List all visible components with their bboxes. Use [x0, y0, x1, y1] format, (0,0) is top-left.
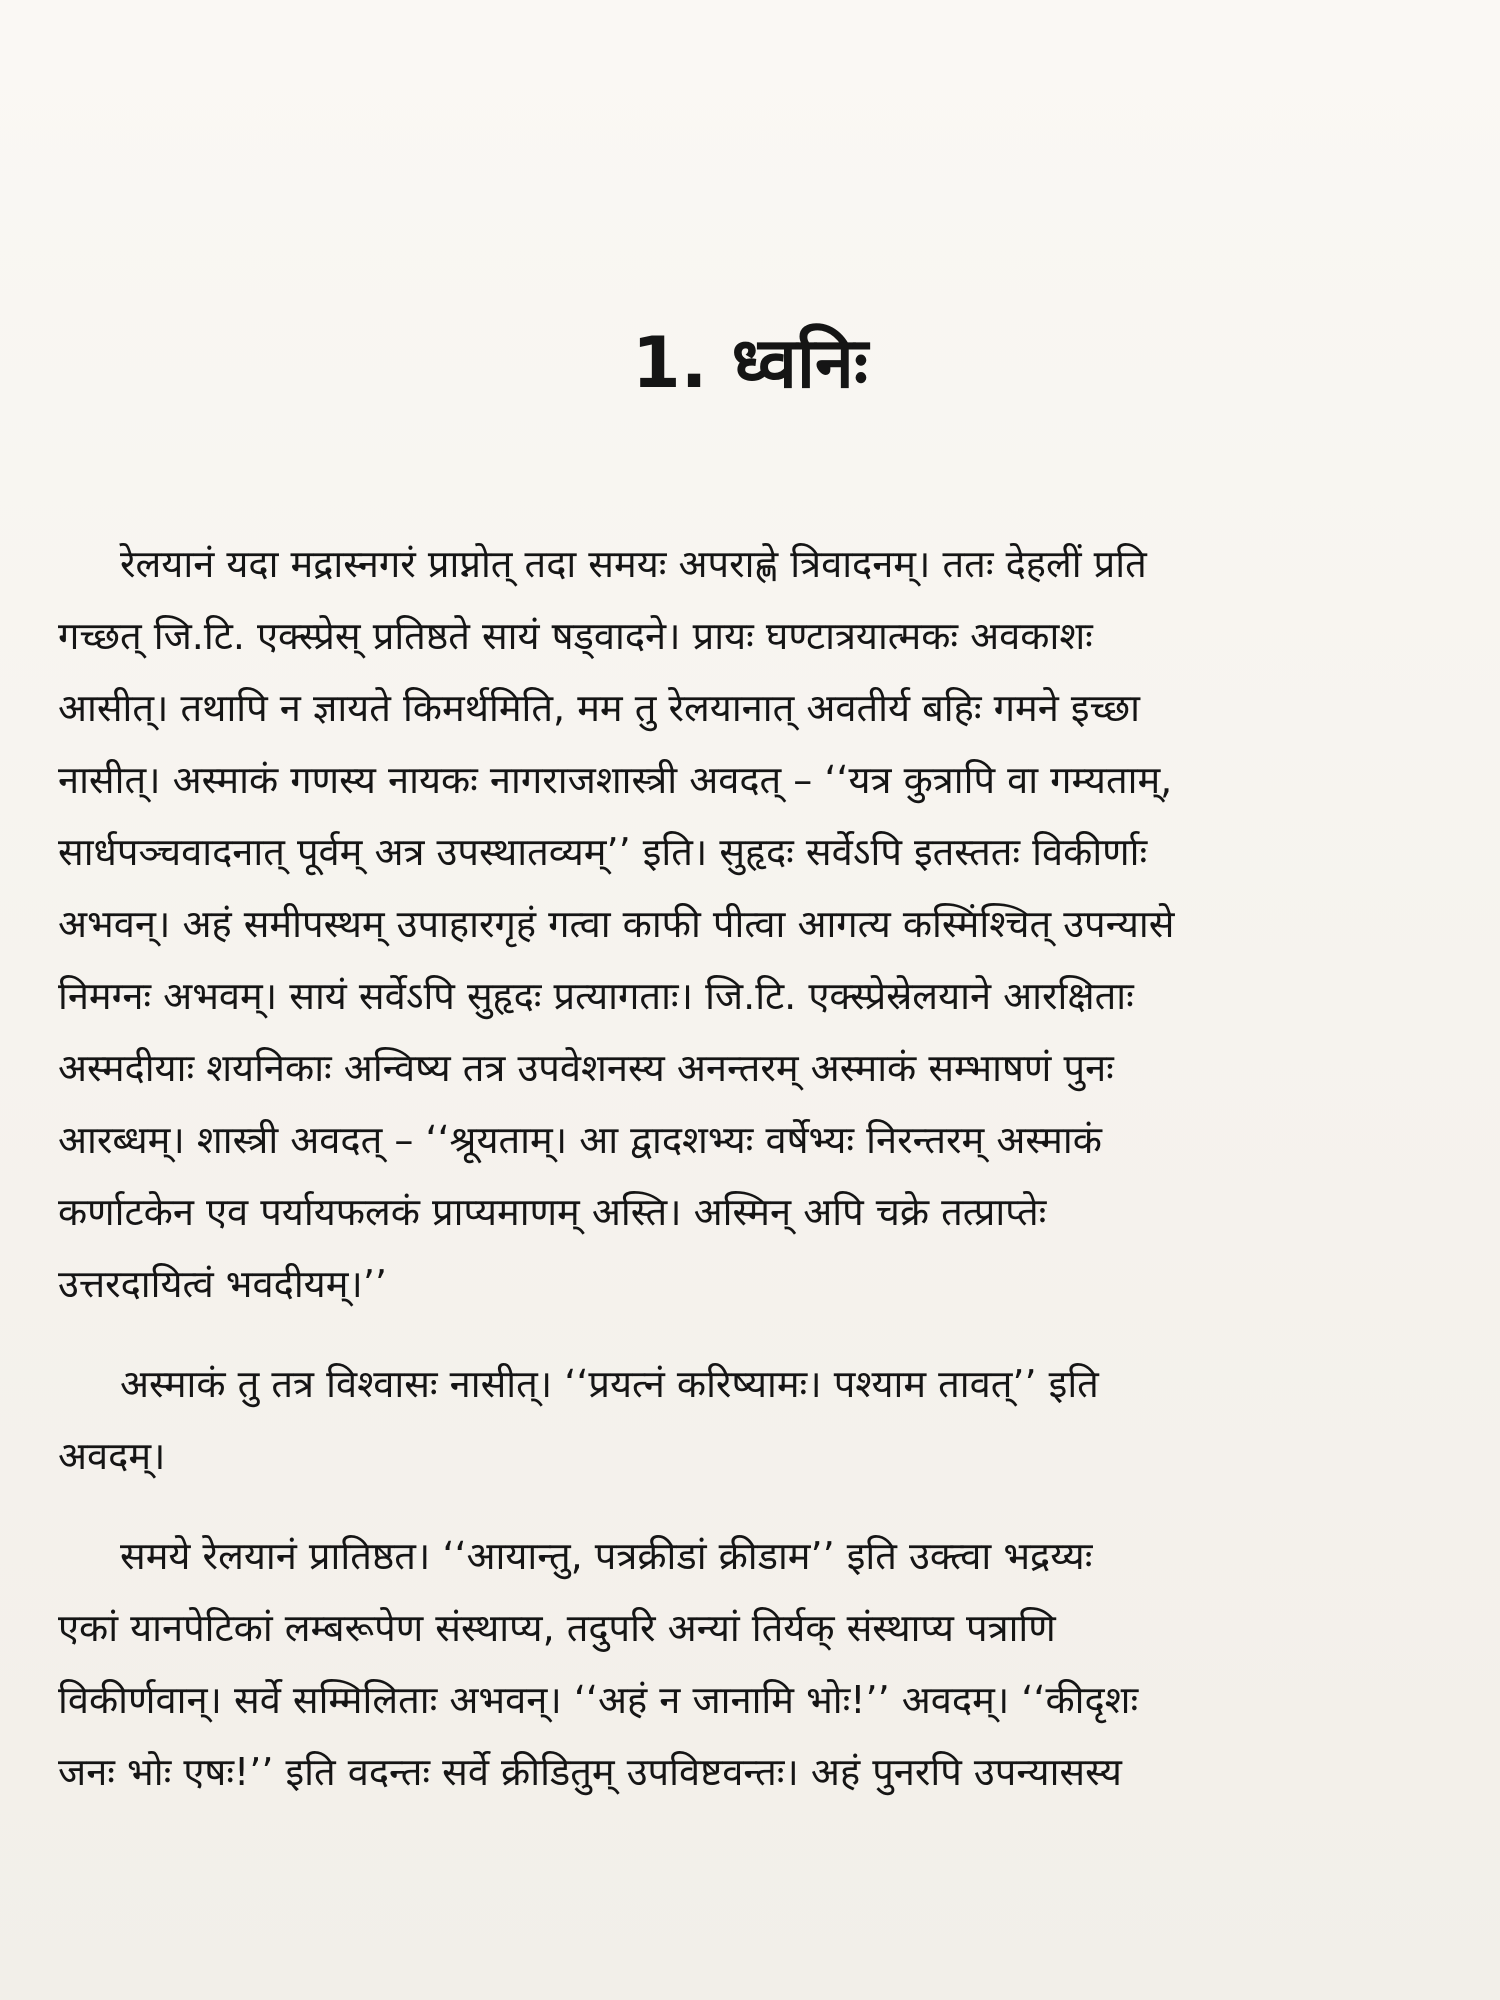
paragraph-2: [58, 1348, 1448, 1492]
text-line: आरब्धम्। शास्त्री अवदत् – ‘‘श्रूयताम्। आ द्वादशभ्यः वर्षेभ्यः निरन्तरम् अस्माकं: [58, 1118, 1102, 1162]
text-line: समये रेलयानं प्रातिष्ठत। ‘‘आयान्तु, पत्रक्रीडां क्रीडाम’’ इति उक्त्वा भद्रय्यः: [120, 1534, 1093, 1578]
text-line: कर्णाटकेन एव पर्यायफलकं प्राप्यमाणम् अस्ति। अस्मिन् अपि चक्रे तत्प्राप्तेः: [58, 1190, 1047, 1234]
text-line: उत्तरदायित्वं भवदीयम्।’’: [58, 1262, 387, 1306]
text-line: सार्धपञ्चवादनात् पूर्वम् अत्र उपस्थातव्यम्’’ इति। सुहृदः सर्वेऽपि इतस्ततः विकीर्णाः: [58, 830, 1148, 874]
chapter-title: 1. ध्वनिः: [631, 322, 869, 404]
chapter-body: [58, 528, 1448, 1808]
text-line: निमग्नः अभवम्। सायं सर्वेऽपि सुहृदः प्रत्यागताः। जि.टि. एक्स्प्रेस्रेलयाने आरक्षिताः: [58, 974, 1134, 1018]
text-line: आसीत्। तथापि न ज्ञायते किमर्थमिति, मम तु रेलयानात् अवतीर्य बहिः गमने इच्छा: [58, 686, 1140, 730]
text-line: अभवन्। अहं समीपस्थम् उपाहारगृहं गत्वा काफी पीत्वा आगत्य कस्मिंश्चित् उपन्यासे: [58, 902, 1175, 946]
text-line: अवदम्।: [58, 1434, 166, 1478]
text-line: गच्छत् जि.टि. एक्स्प्रेस् प्रतिष्ठते सायं षड्वादने। प्रायः घण्टात्रयात्मकः अवकाशः: [58, 614, 1093, 658]
paragraph-1: [58, 528, 1448, 1320]
text-line: एकां यानपेटिकां लम्बरूपेण संस्थाप्य, तदुपरि अन्यां तिर्यक् संस्थाप्य पत्राणि: [58, 1606, 1056, 1650]
text-line: जनः भोः एषः!’’ इति वदन्तः सर्वे क्रीडितुम् उपविष्टवन्तः। अहं पुनरपि उपन्यासस्य: [58, 1750, 1122, 1794]
text-line: नासीत्। अस्माकं गणस्य नायकः नागराजशास्त्री अवदत् – ‘‘यत्र कुत्रापि वा गम्यताम्,: [58, 758, 1173, 802]
text-line: अस्मदीयाः शयनिकाः अन्विष्य तत्र उपवेशनस्य अनन्तरम् अस्माकं सम्भाषणं पुनः: [58, 1046, 1114, 1090]
text-line: विकीर्णवान्। सर्वे सम्मिलिताः अभवन्। ‘‘अहं न जानामि भोः!’’ अवदम्। ‘‘कीदृशः: [58, 1678, 1139, 1722]
text-line: रेलयानं यदा मद्रास्नगरं प्राप्नोत् तदा समयः अपराह्णे त्रिवादनम्। ततः देहलीं प्रति: [120, 542, 1147, 586]
paragraph-3: [58, 1520, 1448, 1808]
text-line: अस्माकं तु तत्र विश्वासः नासीत्। ‘‘प्रयत्नं करिष्यामः। पश्याम तावत्’’ इति: [120, 1362, 1099, 1406]
